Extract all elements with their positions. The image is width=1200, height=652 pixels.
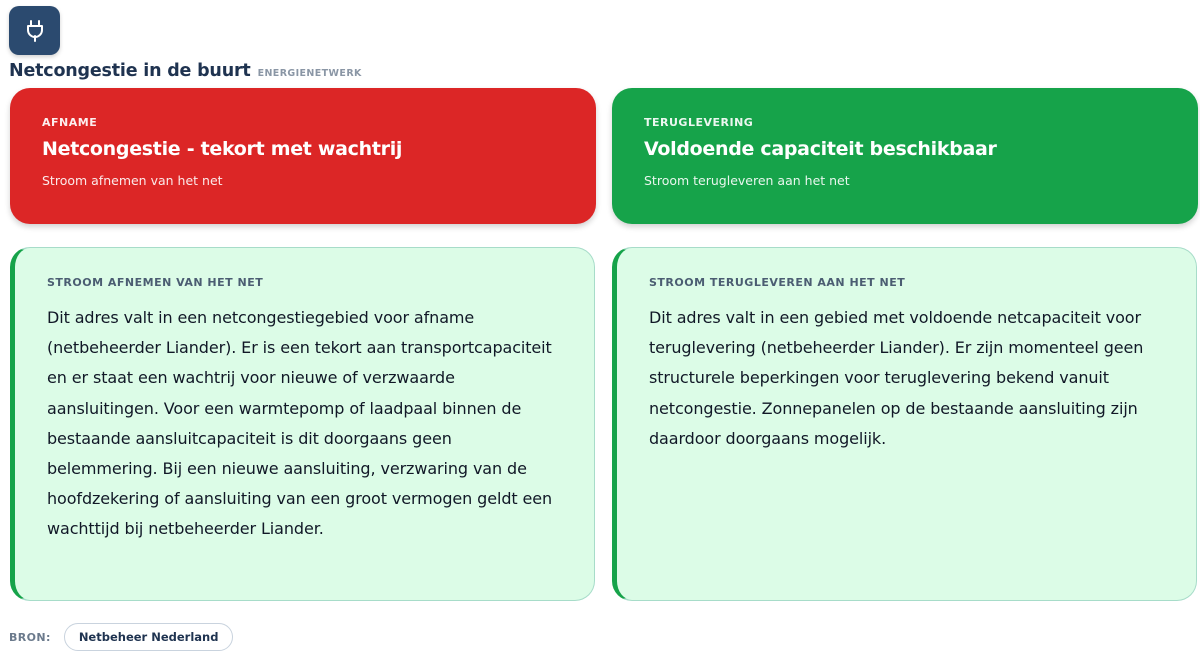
source-row — [9, 623, 233, 651]
status-headline: Netcongestie - tekort met wachtrij — [42, 138, 403, 160]
status-card-afname — [10, 88, 596, 224]
source-chip[interactable]: Netbeheer Nederland — [64, 623, 234, 651]
source-label: BRON: — [9, 630, 51, 644]
detail-card-teruglevering — [612, 247, 1197, 601]
status-subtext: Stroom terugleveren aan het net — [644, 173, 850, 188]
plug-icon — [25, 20, 45, 42]
page-title: Netcongestie in de buurt — [9, 61, 251, 81]
status-subtext: Stroom afnemen van het net — [42, 173, 223, 188]
detail-kicker: STROOM AFNEMEN VAN HET NET — [47, 276, 264, 289]
detail-text: Dit adres valt in een gebied met voldoende netcapaciteit voor teruglevering (netbeheerder Liander). Er zijn momenteel geen structurele beperkingen voor teruglevering bekend vanuit netcongestie. Zonnepanelen op de bestaande aansluiting zijn daardoor doorgaans mogelijk. — [649, 308, 1144, 448]
status-kicker: AFNAME — [42, 116, 98, 129]
app-icon — [9, 6, 60, 55]
page-subtitle: ENERGIENETWERK — [257, 68, 362, 79]
status-card-teruglevering — [612, 88, 1198, 224]
detail-kicker: STROOM TERUGLEVEREN AAN HET NET — [649, 276, 906, 289]
status-headline: Voldoende capaciteit beschikbaar — [644, 138, 997, 160]
detail-text: Dit adres valt in een netcongestiegebied voor afname (netbeheerder Liander). Er is een tekort aan transportcapaciteit en er staat een wachtrij voor nieuwe of verzwaarde aansluitingen. Voor een warmtepomp of laadpaal binnen de bestaande aansluitcapaciteit is dit doorgaans geen belemmering. Bij een nieuwe aansluiting, verzwaring van de hoofdzekering of aansluiting van een groot vermogen geldt een wachttijd bij netbeheerder Liander. — [47, 308, 553, 539]
status-kicker: TERUGLEVERING — [644, 116, 754, 129]
page-header — [9, 61, 362, 81]
detail-card-afname — [10, 247, 595, 601]
